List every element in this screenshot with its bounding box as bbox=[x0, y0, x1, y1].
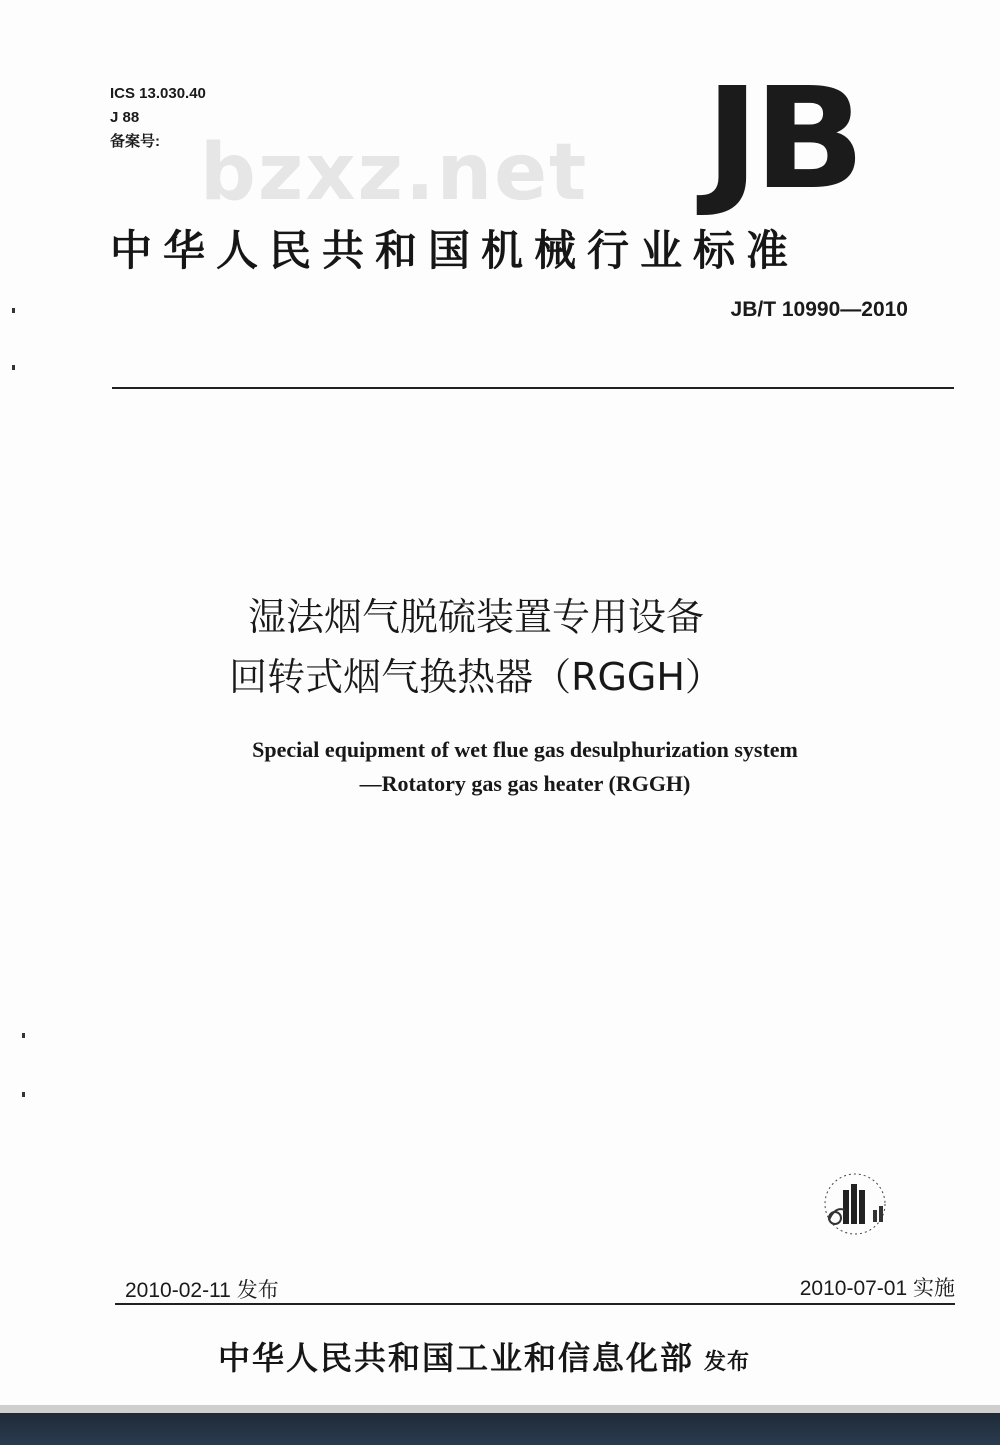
scan-speck bbox=[22, 1033, 25, 1038]
classification-block bbox=[110, 82, 206, 154]
publisher-seal-icon bbox=[815, 1170, 895, 1240]
issue-date: 2010-02-11 发布 bbox=[125, 1279, 279, 1302]
title-cn-line1: 湿法烟气脱硫装置专用设备 bbox=[247, 595, 704, 639]
scan-speck bbox=[12, 365, 15, 370]
record-number-label: 备案号: bbox=[110, 133, 160, 150]
title-en-line1: Special equipment of wet flue gas desulphurization system bbox=[252, 737, 798, 762]
standard-code: JB/T 10990—2010 bbox=[730, 298, 908, 321]
publisher-name: 中华人民共和国工业和信息化部 bbox=[218, 1339, 695, 1377]
footer-divider bbox=[115, 1303, 955, 1305]
title-en-line2: —Rotatory gas gas heater (RGGH) bbox=[359, 771, 691, 796]
watermark: bzxz.net bbox=[200, 128, 589, 218]
jb-logo: JB bbox=[705, 58, 860, 221]
publisher-suffix: 发布 bbox=[704, 1350, 751, 1375]
implementation-date: 2010-07-01 实施 bbox=[799, 1277, 955, 1300]
standard-organization: 中华人民共和国机械行业标准 bbox=[110, 226, 800, 275]
classification-code: J 88 bbox=[110, 109, 140, 126]
publisher bbox=[218, 1333, 750, 1379]
header-divider bbox=[112, 387, 954, 389]
scan-bottom-edge bbox=[0, 1405, 1000, 1445]
ics-code: ICS 13.030.40 bbox=[110, 85, 206, 102]
scan-speck bbox=[12, 308, 15, 313]
title-cn-line2: 回转式烟气换热器（RGGH） bbox=[229, 655, 723, 699]
scan-speck bbox=[22, 1092, 25, 1097]
